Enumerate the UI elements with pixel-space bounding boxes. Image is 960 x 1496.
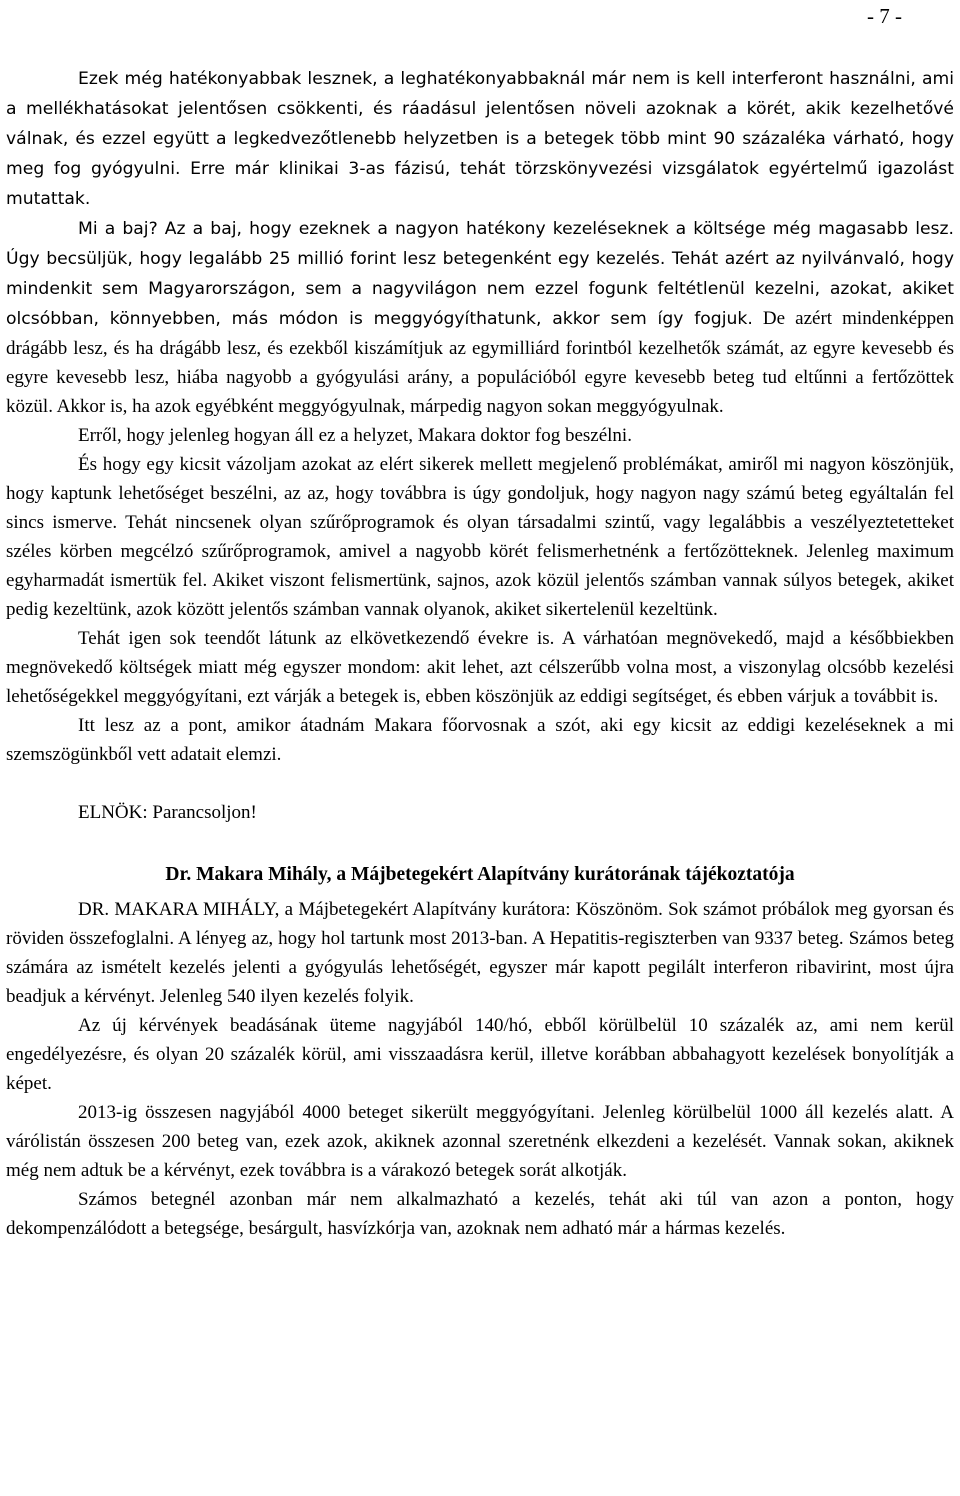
document-body xyxy=(6,64,954,1243)
paragraph-text: Mi a baj? Az a baj, hogy ezeknek a nagyon hatékony kezeléseknek a költsége még magasabb lesz. Úgy becsüljük, hogy legalább 25 millió forint lesz betegenként egy kezelés. Tehát azért az nyilvánvaló, hogy mindenkit sem Magyarországon, sem a nagyvilágon nem ezzel fogunk feltétlenül kezelni, azokat, akiket olcsóbban, könnyebben, más módon is meggyógyíthatunk, akkor sem így fogjuk. xyxy=(6,219,954,329)
paragraph: És hogy egy kicsit vázoljam azokat az elért sikerek mellett megjelenő problémákat, amiről mi nagyon köszönjük, hogy kaptunk lehetőséget beszélni, az az, hogy továbbra is úgy gondoljuk, hogy nagyon nagy számú beteg egyáltalán fel sincs ismerve. Tehát nincsenek olyan szűrőprogramok és olyan társadalmi szintű, vagy legalábbis a veszélyeztetetteket széles körben megcélzó szűrőprogramok, amivel a nagyobb körét felismerhetnénk a fertőzötteknek. Jelenleg maximum egyharmadát ismertük fel. Akiket viszont felismertünk, sajnos, azok közül jelentős számban vannak súlyos betegek, akiket pedig kezeltünk, azok között jelentős számban vannak olyanok, akiket sikertelenül kezeltünk. xyxy=(6,454,954,620)
chair-remark: ELNÖK: Parancsoljon! xyxy=(78,802,257,823)
paragraph: Tehát igen sok teendőt látunk az elkövetkezendő évekre is. A várhatóan megnövekedő, majd a későbbiekben megnövekedő költségek miatt még egyszer mondom: akit lehet, azt célszerűbb volna most, a viszonylag olcsóbb kezelési lehetőségekkel meggyógyítani, ezt várják a betegek is, ebben köszönjük az eddigi segítséget, és ebben várjuk a továbbit is. xyxy=(6,628,954,707)
paragraph: Itt lesz az a pont, amikor átadnám Makara főorvosnak a szót, aki egy kicsit az eddigi kezeléseknek a mi szemszögünkből vett adatait elemzi. xyxy=(6,715,954,765)
paragraph: Erről, hogy jelenleg hogyan áll ez a helyzet, Makara doktor fog beszélni. xyxy=(78,425,632,446)
paragraph xyxy=(6,64,954,214)
paragraph: 2013-ig összesen nagyjából 4000 beteget sikerült meggyógyítani. Jelenleg körülbelül 1000 áll kezelés alatt. A várólistán összesen 200 beteg van, ezek azok, akiknek azonnal szeretnénk elkezdeni a kezelését. Vannak sokan, akiknek még nem adtuk be a kérvényt, ezek továbbra is a várakozó betegek sorát alkotják. xyxy=(6,1102,954,1181)
blank-line xyxy=(6,827,954,856)
blank-line xyxy=(6,769,954,798)
page-number: - 7 - xyxy=(867,4,902,28)
paragraph: DR. MAKARA MIHÁLY, a Májbetegekért Alapítvány kurátora: Köszönöm. Sok számot próbálok meg gyorsan és röviden összefoglalni. A lényeg az, hogy hol tartunk most 2013-ban. A Hepatitis-regiszterben van 9337 beteg. Számos beteg számára az ismételt kezelés jelenti a gyógyulás lehetőségét, egyszer már kapott pegilált interferon ribavirint, most újra beadjuk a kérvényt. Jelenleg 540 ilyen kezelés folyik. xyxy=(6,899,954,1007)
paragraph: Az új kérvények beadásának üteme nagyjából 140/hó, ebből körülbelül 10 százalék az, ami nem kerül engedélyezésre, és olyan 20 százalék körül, ami visszaadásra kerül, illetve korábban abbahagyott kezelések bonyolítják a képet. xyxy=(6,1015,954,1094)
paragraph: Számos betegnél azonban már nem alkalmazható a kezelés, tehát aki túl van azon a ponton, hogy dekompenzálódott a betegsége, besárgult, hasvízkórja van, azoknak nem adható már a hármas kezelés. xyxy=(6,1189,954,1239)
document-page xyxy=(6,0,954,1496)
paragraph-text: De azért mindenképpen drágább lesz, és ha drágább lesz, és ezekből kiszámítjuk az egymilliárd forintból kezelhetők számát, az egyre kevesebb és egyre kevesebb lesz, hiába nagyobb a gyógyulási arány, a populációból egyre kevesebb beteg tud eltűnni a fertőzöttek közül. Akkor is, ha azok egyébként meggyógyulnak, márpedig nagyon sokan meggyógyulnak. xyxy=(6,308,954,417)
paragraph xyxy=(6,214,954,421)
paragraph-text: Ezek még hatékonyabbak lesznek, a leghatékonyabbaknál már nem is kell interferont használni, ami a mellékhatásokat jelentősen csökkenti, és ráadásul jelentősen növeli azoknak a körét, akik kezelhetővé válnak, és ezzel együtt a legkedvezőtlenebb helyzetben is a betegek több mint 90 százaléka várható, hogy meg fog gyógyulni. Erre már klinikai 3-as fázisú, tehát törzskönyvezési vizsgálatok egyértelmű igazolást mutattak. xyxy=(6,69,954,209)
section-heading: Dr. Makara Mihály, a Májbetegekért Alapítvány kurátorának tájékoztatója xyxy=(165,864,795,885)
